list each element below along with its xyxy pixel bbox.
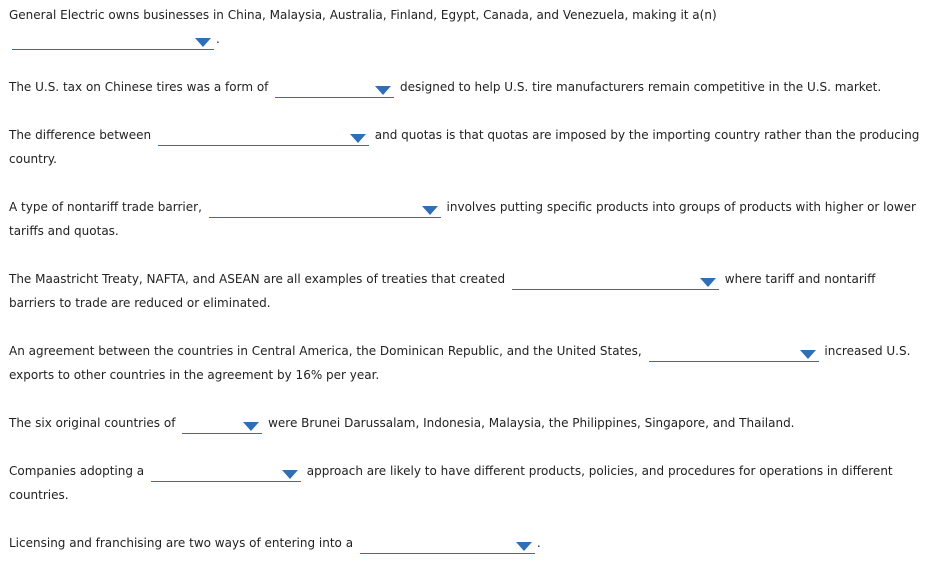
question-9-prompt: Licensing and franchising are two ways of entering into a <box>9 536 354 550</box>
question-1-answer-line <box>9 27 220 51</box>
question-3-dropdown[interactable] <box>158 127 369 146</box>
question-3-prompt: The difference between <box>9 128 152 142</box>
question-5-suffix: where tariff and nontariff <box>724 272 876 286</box>
question-4-prompt: A type of nontariff trade barrier, <box>9 200 202 214</box>
chevron-down-icon <box>195 38 211 47</box>
chevron-down-icon <box>350 134 366 143</box>
question-9 <box>9 531 926 555</box>
question-6-suffix: increased U.S. <box>824 344 911 358</box>
chevron-down-icon <box>422 206 438 215</box>
chevron-down-icon <box>516 542 532 551</box>
question-4 <box>9 195 926 219</box>
question-5-prompt: The Maastricht Treaty, NAFTA, and ASEAN are all examples of treaties that created <box>9 272 506 286</box>
chevron-down-icon <box>375 86 391 95</box>
question-9-suffix: . <box>536 536 541 550</box>
question-5-continuation: barriers to trade are reduced or eliminated. <box>9 296 271 310</box>
question-8-continuation: countries. <box>9 488 69 502</box>
question-5 <box>9 267 926 291</box>
question-8-dropdown[interactable] <box>151 463 301 482</box>
question-9-dropdown[interactable] <box>360 535 535 554</box>
question-2-dropdown[interactable] <box>275 79 394 98</box>
chevron-down-icon <box>243 422 259 431</box>
question-7-prompt: The six original countries of <box>9 416 176 430</box>
question-6-dropdown[interactable] <box>649 343 819 362</box>
question-7-dropdown[interactable] <box>182 415 262 434</box>
question-8 <box>9 459 926 483</box>
question-7-suffix: were Brunei Darussalam, Indonesia, Malaysia, the Philippines, Singapore, and Thailand. <box>268 416 795 430</box>
question-3 <box>9 123 926 147</box>
question-2 <box>9 75 926 99</box>
question-4-suffix: involves putting specific products into groups of products with higher or lower <box>446 200 916 214</box>
chevron-down-icon <box>700 278 716 287</box>
chevron-down-icon <box>282 470 298 479</box>
question-8-prompt: Companies adopting a <box>9 464 145 478</box>
question-5-dropdown[interactable] <box>512 271 719 290</box>
chevron-down-icon <box>800 350 816 359</box>
question-2-suffix: designed to help U.S. tire manufacturers remain competitive in the U.S. market. <box>400 80 882 94</box>
question-4-dropdown[interactable] <box>209 199 441 218</box>
question-3-suffix: and quotas is that quotas are imposed by the importing country rather than the producing <box>374 128 920 142</box>
question-3-continuation: country. <box>9 152 57 166</box>
question-7 <box>9 411 926 435</box>
question-1-dropdown[interactable] <box>12 31 214 50</box>
question-4-continuation: tariffs and quotas. <box>9 224 119 238</box>
question-6-prompt: An agreement between the countries in Central America, the Dominican Republic, and the United States, <box>9 344 642 358</box>
question-2-prompt: The U.S. tax on Chinese tires was a form of <box>9 80 269 94</box>
question-8-suffix: approach are likely to have different products, policies, and procedures for operations in different <box>306 464 893 478</box>
question-1-suffix: . <box>216 32 220 46</box>
question-1-prompt: General Electric owns businesses in China, Malaysia, Australia, Finland, Egypt, Canada, and Venezuela, making it a(n) <box>9 8 717 22</box>
question-1 <box>9 3 926 27</box>
question-6-continuation: exports to other countries in the agreement by 16% per year. <box>9 368 380 382</box>
question-6 <box>9 339 926 363</box>
